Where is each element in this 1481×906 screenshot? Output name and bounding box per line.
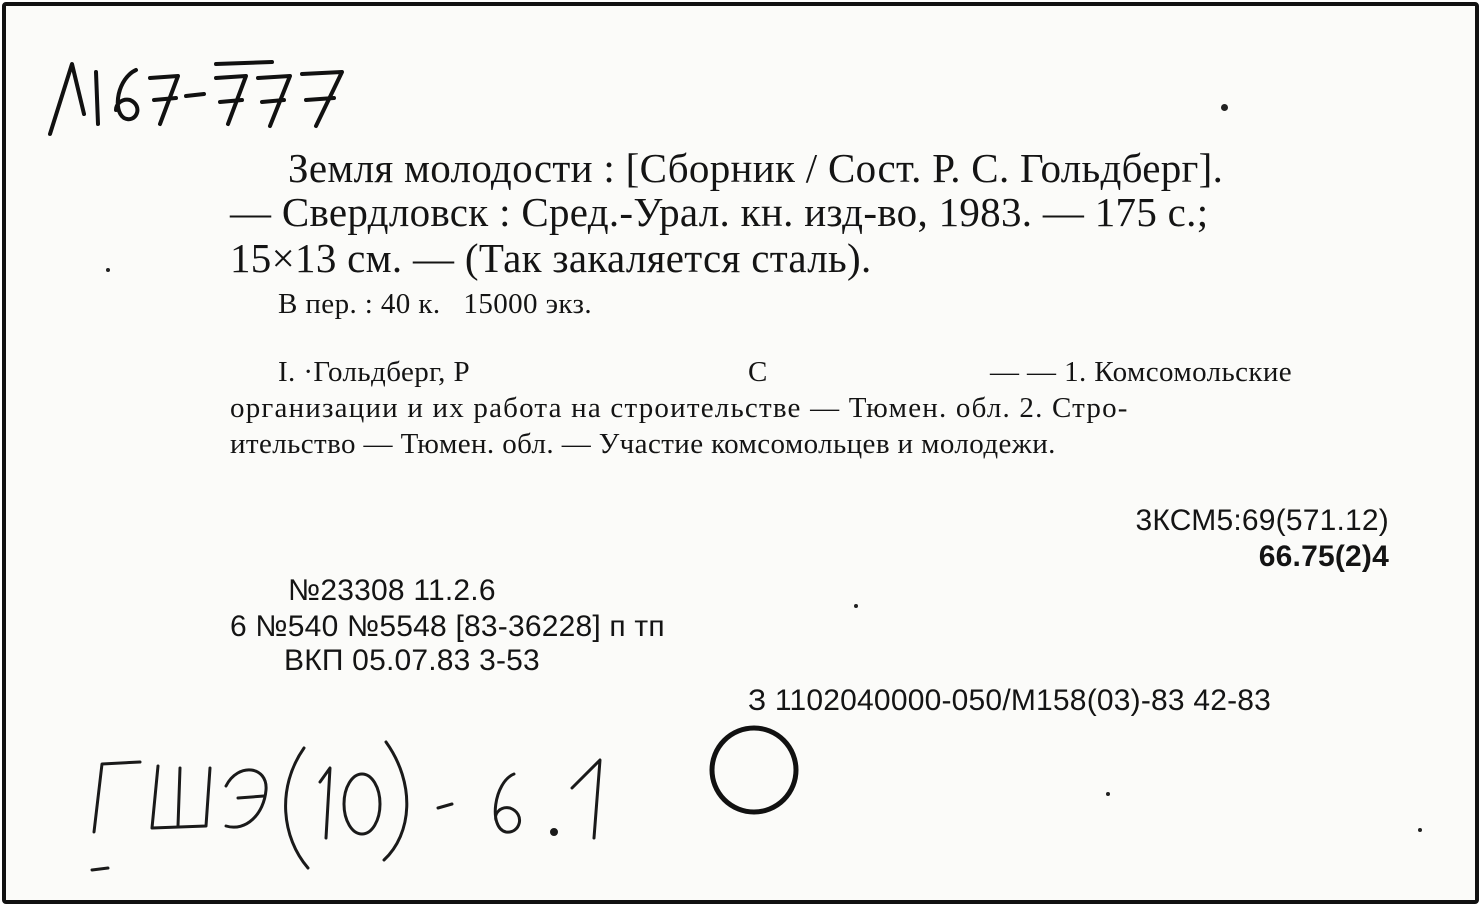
entry-title-line-3: 15×13 см. — (Так закаляется сталь). [230,235,872,281]
catalog-card [2,2,1479,904]
speck-mark [854,604,858,608]
subjects-line-1-a: I. ·Гольдберг, Р [278,356,470,388]
subjects-line-1-b: С [748,356,768,388]
print-info-line-4: З 1102040000-050/М158(03)-83 42-83 [748,684,1272,717]
speck-mark [1221,104,1228,111]
print-info-line-3: ВКП 05.07.83 3-53 [284,644,540,677]
speck-mark [1418,828,1422,832]
subjects-line-2: организации и их работа на строительстве — Тюмен. обл. 2. Стро- [230,392,1129,424]
subjects-line-3: ительство — Тюмен. обл. — Участие комсомольцев и молодежи. [230,428,1056,460]
speck-mark [106,268,110,272]
circle-stamp [706,722,802,818]
classification-code-1: 3КСМ5:69(571.12) [1135,504,1389,537]
speck-mark [1106,792,1110,796]
print-info-line-1: №23308 11.2.6 [288,574,496,607]
circle-stamp-drawing [706,722,802,818]
entry-price-line: В пер. : 40 к. 15000 экз. [278,288,593,320]
handwritten-bottom-code [86,728,646,878]
handwritten-top-code-drawing [44,44,374,144]
print-info-line-2: 6 №540 №5548 [83-36228] п тп [230,610,665,643]
handwritten-top-code [44,44,374,144]
handwritten-bottom-code-drawing [86,728,646,878]
entry-title-line-2: — Свердловск : Сред.-Урал. кн. изд-во, 1983. — 175 с.; [230,189,1209,235]
subjects-line-1-c: — — 1. Комсомольские [990,356,1293,388]
classification-code-2: 66.75(2)4 [1258,540,1389,573]
entry-title-line-1: Земля молодости : [Сборник / Сост. Р. С. Гольдберг]. [288,145,1224,191]
